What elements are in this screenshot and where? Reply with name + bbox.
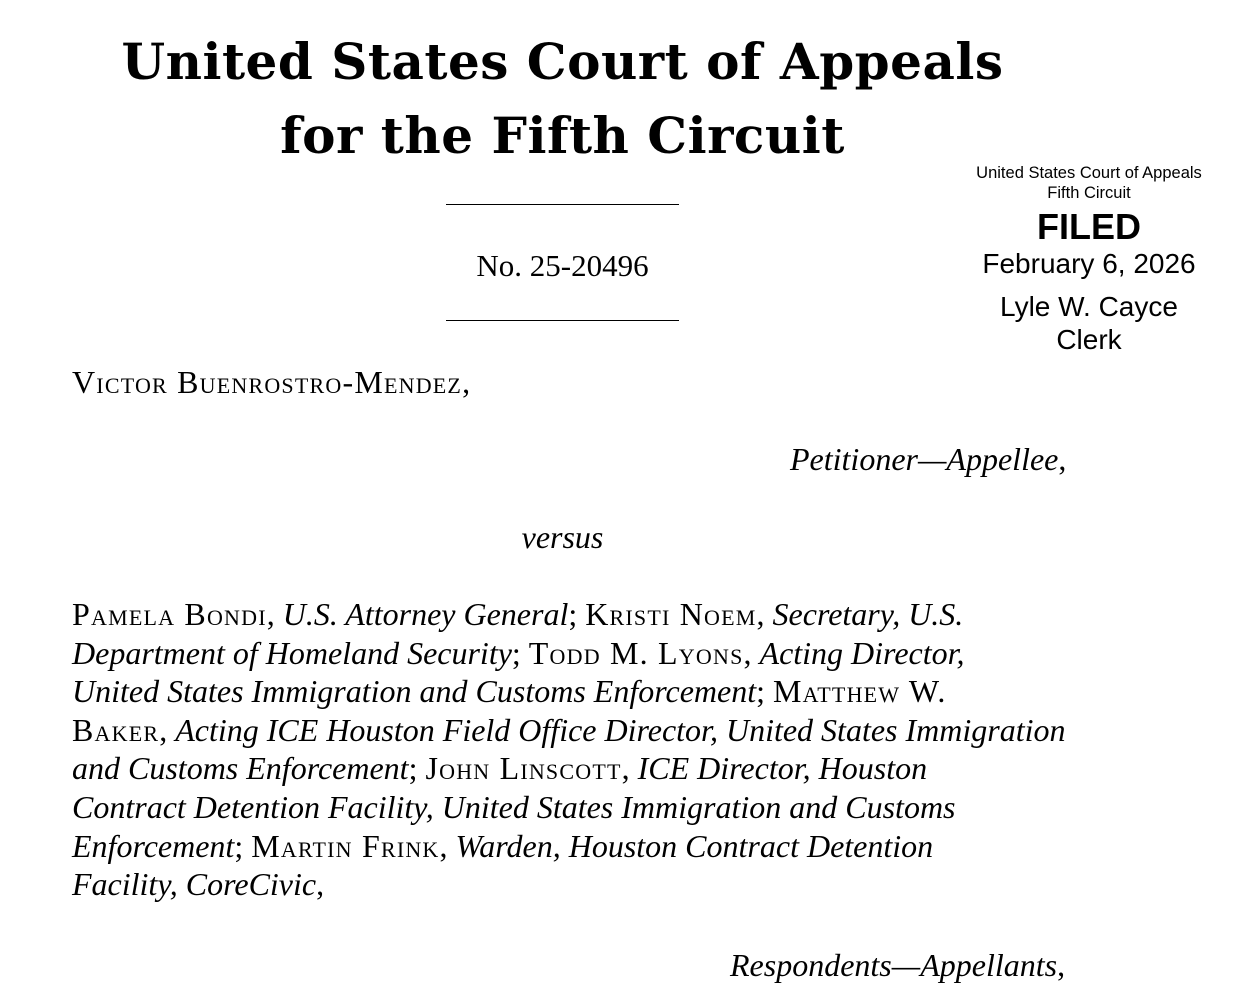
respondents-line [72, 634, 1062, 673]
caption-punctuation: , [316, 866, 325, 903]
respondents-role: Respondents—Appellants [730, 947, 1058, 983]
respondent-title: Secretary, U.S. [772, 596, 964, 632]
stamp-clerk-title: Clerk [1056, 324, 1122, 355]
caption-punctuation: , [743, 634, 760, 671]
respondent-title: Department of Homeland Security [72, 634, 512, 671]
court-title-line-1: United States Court of Appeals [121, 32, 1004, 91]
versus-label: versus [521, 519, 604, 555]
petitioner-name: Victor Buenrostro-Mendez [72, 364, 463, 400]
respondent-title: ICE Director, Houston [637, 750, 928, 787]
respondent-title: Enforcement [72, 827, 235, 864]
respondent-title: United States Immigration and Customs Enforcement [72, 673, 757, 710]
stamp-clerk-name: Lyle W. Cayce [1000, 291, 1178, 322]
respondents-line [72, 749, 1062, 788]
bottom-divider [446, 320, 679, 321]
respondents-role-suffix: , [1057, 947, 1066, 983]
respondents-list [72, 595, 1066, 904]
petitioner-role-suffix: , [1058, 441, 1067, 477]
top-divider [446, 204, 679, 205]
respondent-name: John Linscott [425, 750, 622, 787]
caption-punctuation: ; [568, 596, 586, 632]
respondent-title: Acting ICE Houston Field Office Director, United States Immigration [175, 711, 1066, 748]
caption-punctuation: ; [756, 673, 773, 710]
respondent-title: Facility, CoreCivic [72, 866, 317, 903]
stamp-filed-date: February 6, 2026 [982, 248, 1196, 279]
petitioner-role: Petitioner—Appellee [790, 441, 1059, 477]
respondent-title: Acting Director, [759, 634, 965, 671]
stamp-court-line-2: Fifth Circuit [1047, 184, 1131, 202]
caption-punctuation: ; [511, 634, 529, 671]
respondent-name: Kristi Noem [585, 596, 757, 632]
caption-punctuation: ; [408, 750, 426, 787]
stamp-filed-status: FILED [1037, 206, 1141, 247]
petitioner-role-line [790, 440, 1066, 479]
respondents-role-line [730, 946, 1065, 985]
respondents-line [72, 672, 1062, 711]
caption-punctuation: , [266, 596, 283, 632]
caption-punctuation: , [621, 750, 638, 787]
case-number: No. 25-20496 [476, 248, 649, 283]
respondents-line [72, 788, 1062, 827]
filed-stamp [958, 163, 1220, 356]
caption-punctuation: , [756, 596, 773, 632]
caption-punctuation: , [439, 827, 456, 864]
respondents-line [72, 865, 1062, 904]
respondents-line [72, 595, 1062, 634]
respondent-name: Todd M. Lyons [528, 634, 744, 671]
respondent-title: and Customs Enforcement [72, 750, 409, 787]
petitioner-name-line [72, 363, 470, 402]
respondent-name: Pamela Bondi [72, 596, 267, 632]
respondent-title: Contract Detention Facility, United States Immigration and Customs [72, 788, 956, 825]
respondent-name: Martin Frink [251, 827, 440, 864]
respondent-name: Matthew W. [772, 673, 947, 710]
caption-punctuation: ; [234, 827, 252, 864]
respondent-title: U.S. Attorney General [282, 596, 569, 632]
stamp-court-line-1: United States Court of Appeals [976, 164, 1202, 182]
petitioner-name-suffix: , [462, 364, 471, 400]
respondents-line [72, 827, 1062, 866]
court-title-line-2: for the Fifth Circuit [280, 106, 845, 165]
respondents-line [72, 711, 1066, 750]
respondent-name: Baker [72, 711, 160, 748]
caption-punctuation: , [159, 711, 176, 748]
respondent-title: Warden, Houston Contract Detention [455, 827, 934, 864]
